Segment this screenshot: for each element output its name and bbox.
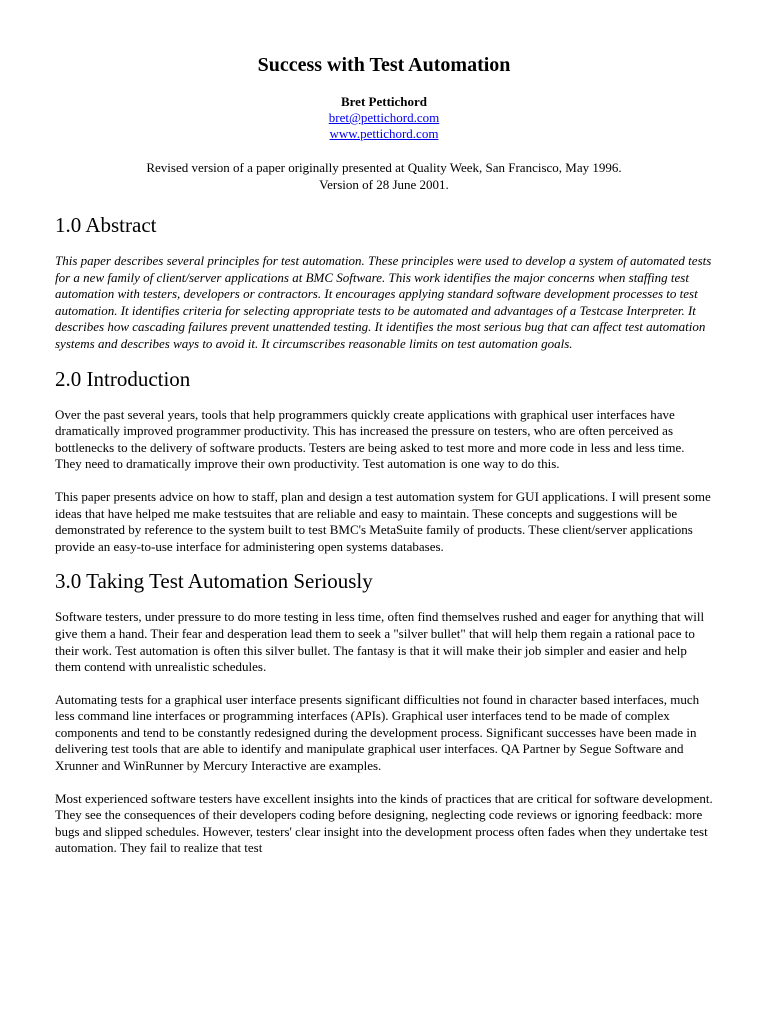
revision-note [55, 159, 713, 193]
paper-page [55, 0, 713, 857]
section-heading-abstract: 1.0 Abstract [55, 213, 157, 237]
abstract-paragraph: This paper describes several principles for test automation. These principles were used to develop a system of automated tests for a new family of client/server applications at BMC Software. This work identifies the major concerns when staffing test automation with testers, developers or contractors. It encourages applying standard software development processes to test automation. It identifies criteria for selecting appropriate tests to be automated and advantages of a Testcase Interpreter. It describes how cascading failures prevent unattended testing. It identifies the most serious bug that can affect test automation systems and describes ways to avoid it. It circumscribes reasonable limits on test automation goals. [55, 253, 712, 351]
byline [55, 94, 713, 142]
author-name: Bret Pettichord [340, 94, 428, 109]
body-paragraph: Software testers, under pressure to do more testing in less time, often find themselves rushed and eager for anything that will give them a hand. Their fear and desperation lead them to seek a "silver bullet" that will help them regain a rational pace to their work. Test automation is often this silver bullet. The fantasy is that it will make their job simpler and easier and help them contend with unrealistic schedules. [55, 609, 705, 675]
section-heading-taking-automation-seriously: 3.0 Taking Test Automation Seriously [55, 569, 373, 594]
section-heading-introduction: 2.0 Introduction [55, 366, 191, 391]
version-line: Version of 28 June 2001. [319, 177, 449, 192]
email-link[interactable]: bret@pettichord.com [328, 110, 440, 125]
body-paragraph: Automating tests for a graphical user interface presents significant difficulties not found in character based interfaces, much less command line interfaces or programming interfaces (APIs). Graphical user interfaces tend to be made of complex components and tend to be constantly redesigned during the development process. Significant successes have been made in delivering test tools that are able to identify and manipulate graphical user interfaces. QA Partner by Segue Software and Xrunner and WinRunner by Mercury Interactive are examples. [55, 691, 700, 774]
revision-note-line: Revised version of a paper originally presented at Quality Week, San Francisco, May 1996. [146, 160, 622, 175]
body-paragraph: Over the past several years, tools that help programmers quickly create applications with graphical user interfaces have dramatically improved programmer productivity. This has increased the pressure on testers, who are often perceived as bottlenecks to the delivery of software products. Testers are being asked to test more and more code in less and less time. They need to dramatically improve their own productivity. Test automation is one way to do this. [55, 406, 685, 472]
website-link[interactable]: www.pettichord.com [329, 126, 439, 141]
body-paragraph: Most experienced software testers have excellent insights into the kinds of practices that are critical for software development. They see the consequences of their developers coding before designing, neglecting code reviews or ignoring feedback: more bugs and slipped schedules. However, testers' clear insight into the development process often fades when they undertake test automation. They fail to realize that test [55, 790, 713, 856]
paper-title: Success with Test Automation [257, 54, 511, 76]
body-paragraph: This paper presents advice on how to staff, plan and design a test automation system for GUI applications. I will present some ideas that have helped me make testsuites that are reliable and easy to maintain. These concepts and suggestions will be demonstrated by reference to the system built to test BMC's MetaSuite family of products. These client/server applications provide an easy-to-use interface for administering open systems databases. [55, 488, 711, 554]
